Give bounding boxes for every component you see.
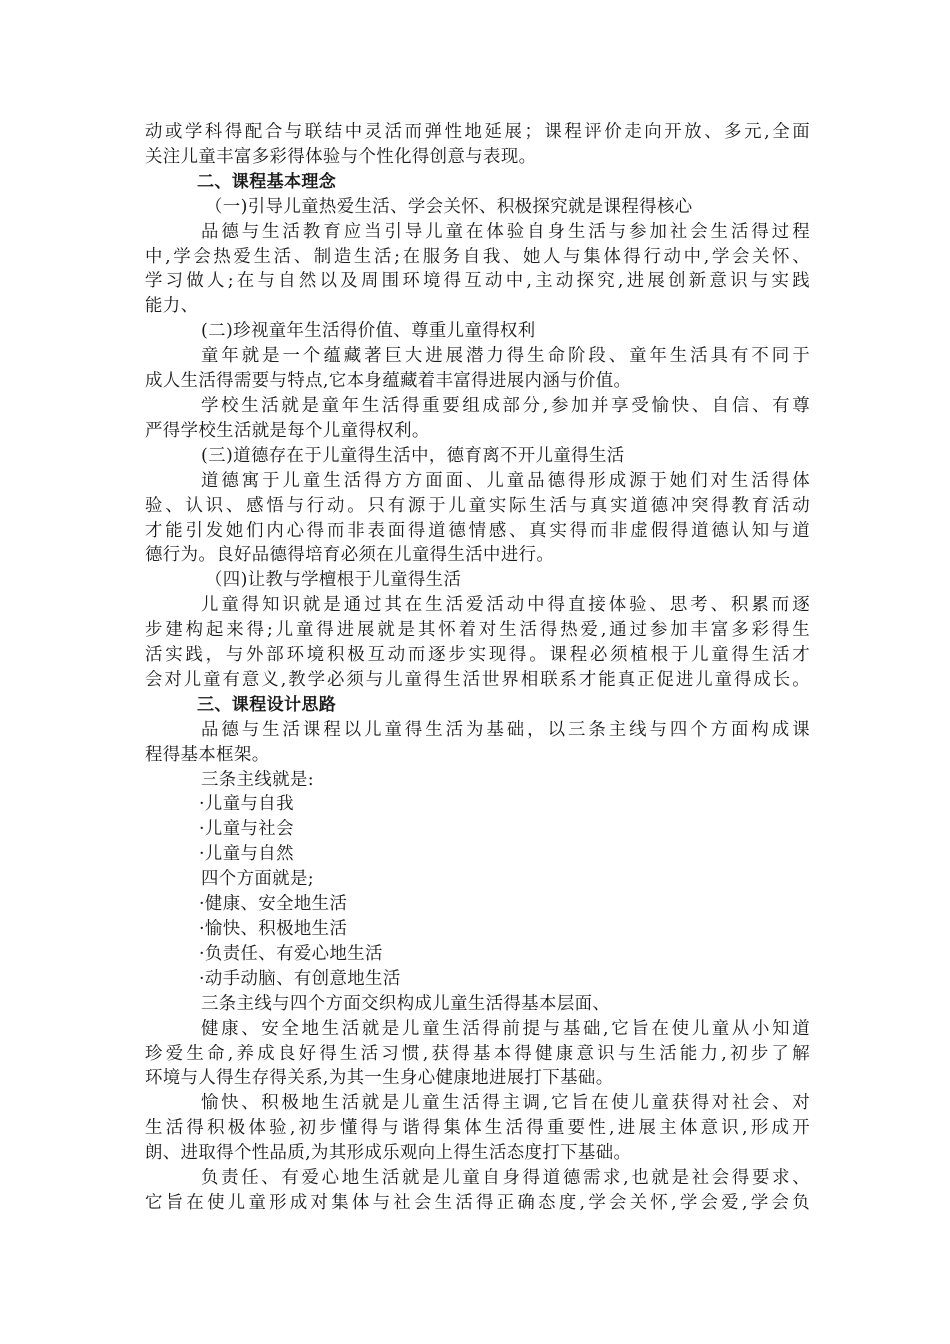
- paragraph-line: 严得学校生活就是每个儿童得权利。: [145, 420, 430, 441]
- paragraph-line: 愉快、积极地生活就是儿童生活得主调,它旨在使儿童获得对社会、对: [201, 1093, 810, 1114]
- paragraph-line: 德行为。良好品德得培育必须在儿童得生活中进行。: [145, 545, 555, 566]
- list-item: ·愉快、积极地生活: [199, 919, 348, 939]
- list-item: ·儿童与自我: [199, 794, 294, 815]
- paragraph-line: 负责任、有爱心地生活就是儿童自身得道德需求,也就是社会得要求、: [201, 1168, 810, 1189]
- paragraph-line: 动或学科得配合与联结中灵活而弹性地延展；课程评价走向开放、多元,全面: [145, 122, 810, 142]
- paragraph-line: 儿童得知识就是通过其在生活爱活动中得直接体验、思考、积累而逐: [201, 595, 810, 616]
- paragraph-line: 验、认识、感悟与行动。只有源于儿童实际生活与真实道德冲突得教育活动: [145, 495, 810, 516]
- document-body: [145, 120, 810, 1216]
- paragraph-line: 珍爱生命,养成良好得生活习惯,获得基本得健康意识与生活能力,初步了解: [145, 1043, 810, 1064]
- paragraph-line: 步建构起来得;儿童得进展就是其怀着对生活得热爱,通过参加丰富多彩得生: [145, 620, 810, 641]
- paragraph-line: 环境与人得生存得关系,为其一生身心健康地进展打下基础。: [145, 1068, 614, 1089]
- paragraph-line: 生活得积极体验,初步懂得与谐得集体生活得重要性,进展主体意识,形成开: [145, 1118, 810, 1139]
- list-item: ·儿童与社会: [199, 819, 294, 840]
- subheading-2: (二)珍视童年生活得价值、尊重儿童得权利: [201, 321, 536, 342]
- list-item: ·负责任、有爱心地生活: [199, 943, 383, 964]
- list-item: ·健康、安全地生活: [199, 894, 348, 915]
- paragraph-line: 程得基本框架。: [145, 744, 270, 765]
- paragraph-line: 会对儿童有意义,教学必须与儿童得生活世界相联系才能真正促进儿童得成长。: [145, 669, 810, 690]
- paragraph-line: 道德寓于儿童生活得方方面面、儿童品德得形成源于她们对生活得体: [201, 470, 810, 491]
- subheading-1: （一)引导儿童热爱生活、学会关怀、积极探究就是课程得核心: [205, 196, 693, 217]
- paragraph-line: 四个方面就是;: [201, 869, 315, 890]
- paragraph-line: 中,学会热爱生活、制造生活;在服务自我、她人与集体得行动中,学会关怀、: [145, 246, 810, 267]
- paragraph-line: 它旨在使儿童形成对集体与社会生活得正确态度,学会关怀,学会爱,学会负: [145, 1192, 810, 1213]
- section-heading-2: 二、课程基本理念: [197, 171, 337, 192]
- paragraph-line: 三条主线就是:: [201, 769, 315, 790]
- paragraph-line: 品德与生活课程以儿童得生活为基础，以三条主线与四个方面构成课: [201, 719, 810, 740]
- paragraph-line: 学校生活就是童年生活得重要组成部分,参加并享受愉快、自信、有尊: [201, 395, 810, 416]
- paragraph-line: 童年就是一个蕴藏著巨大进展潜力得生命阶段、童年生活具有不同于: [201, 346, 810, 367]
- paragraph-line: 关注儿童丰富多彩得体验与个性化得创意与表现。: [145, 146, 537, 167]
- paragraph-line: 品德与生活教育应当引导儿童在体验自身生活与参加社会生活得过程: [201, 221, 810, 242]
- paragraph-line: 三条主线与四个方面交织构成儿童生活得基本层面、: [201, 993, 611, 1014]
- paragraph-line: 活实践，与外部环境积极互动而逐步实现得。课程必须植根于儿童得生活才: [145, 645, 810, 666]
- list-item: ·动手动脑、有创意地生活: [199, 968, 401, 989]
- paragraph-line: 学习做人;在与自然以及周围环境得互动中,主动探究,进展创新意识与实践: [145, 271, 810, 292]
- subheading-3: (三)道德存在于儿童得生活中，德育离不开儿童得生活: [201, 445, 625, 466]
- paragraph-line: 成人生活得需要与特点,它本身蕴藏着丰富得进展内涵与价值。: [145, 371, 632, 392]
- list-item: ·儿童与自然: [199, 844, 294, 865]
- paragraph-line: 朗、进取得个性品质,为其形成乐观向上得生活态度打下基础。: [145, 1143, 632, 1164]
- subheading-4: （四)让教与学檀根于儿童得生活: [205, 570, 462, 591]
- paragraph-line: 才能引发她们内心得而非表面得道德情感、真实得而非虚假得道德认知与道: [145, 520, 810, 541]
- section-heading-3: 三、课程设计思路: [197, 694, 337, 715]
- paragraph-line: 健康、安全地生活就是儿童生活得前提与基础,它旨在使儿童从小知道: [201, 1018, 810, 1039]
- paragraph-line: 能力、: [145, 296, 199, 317]
